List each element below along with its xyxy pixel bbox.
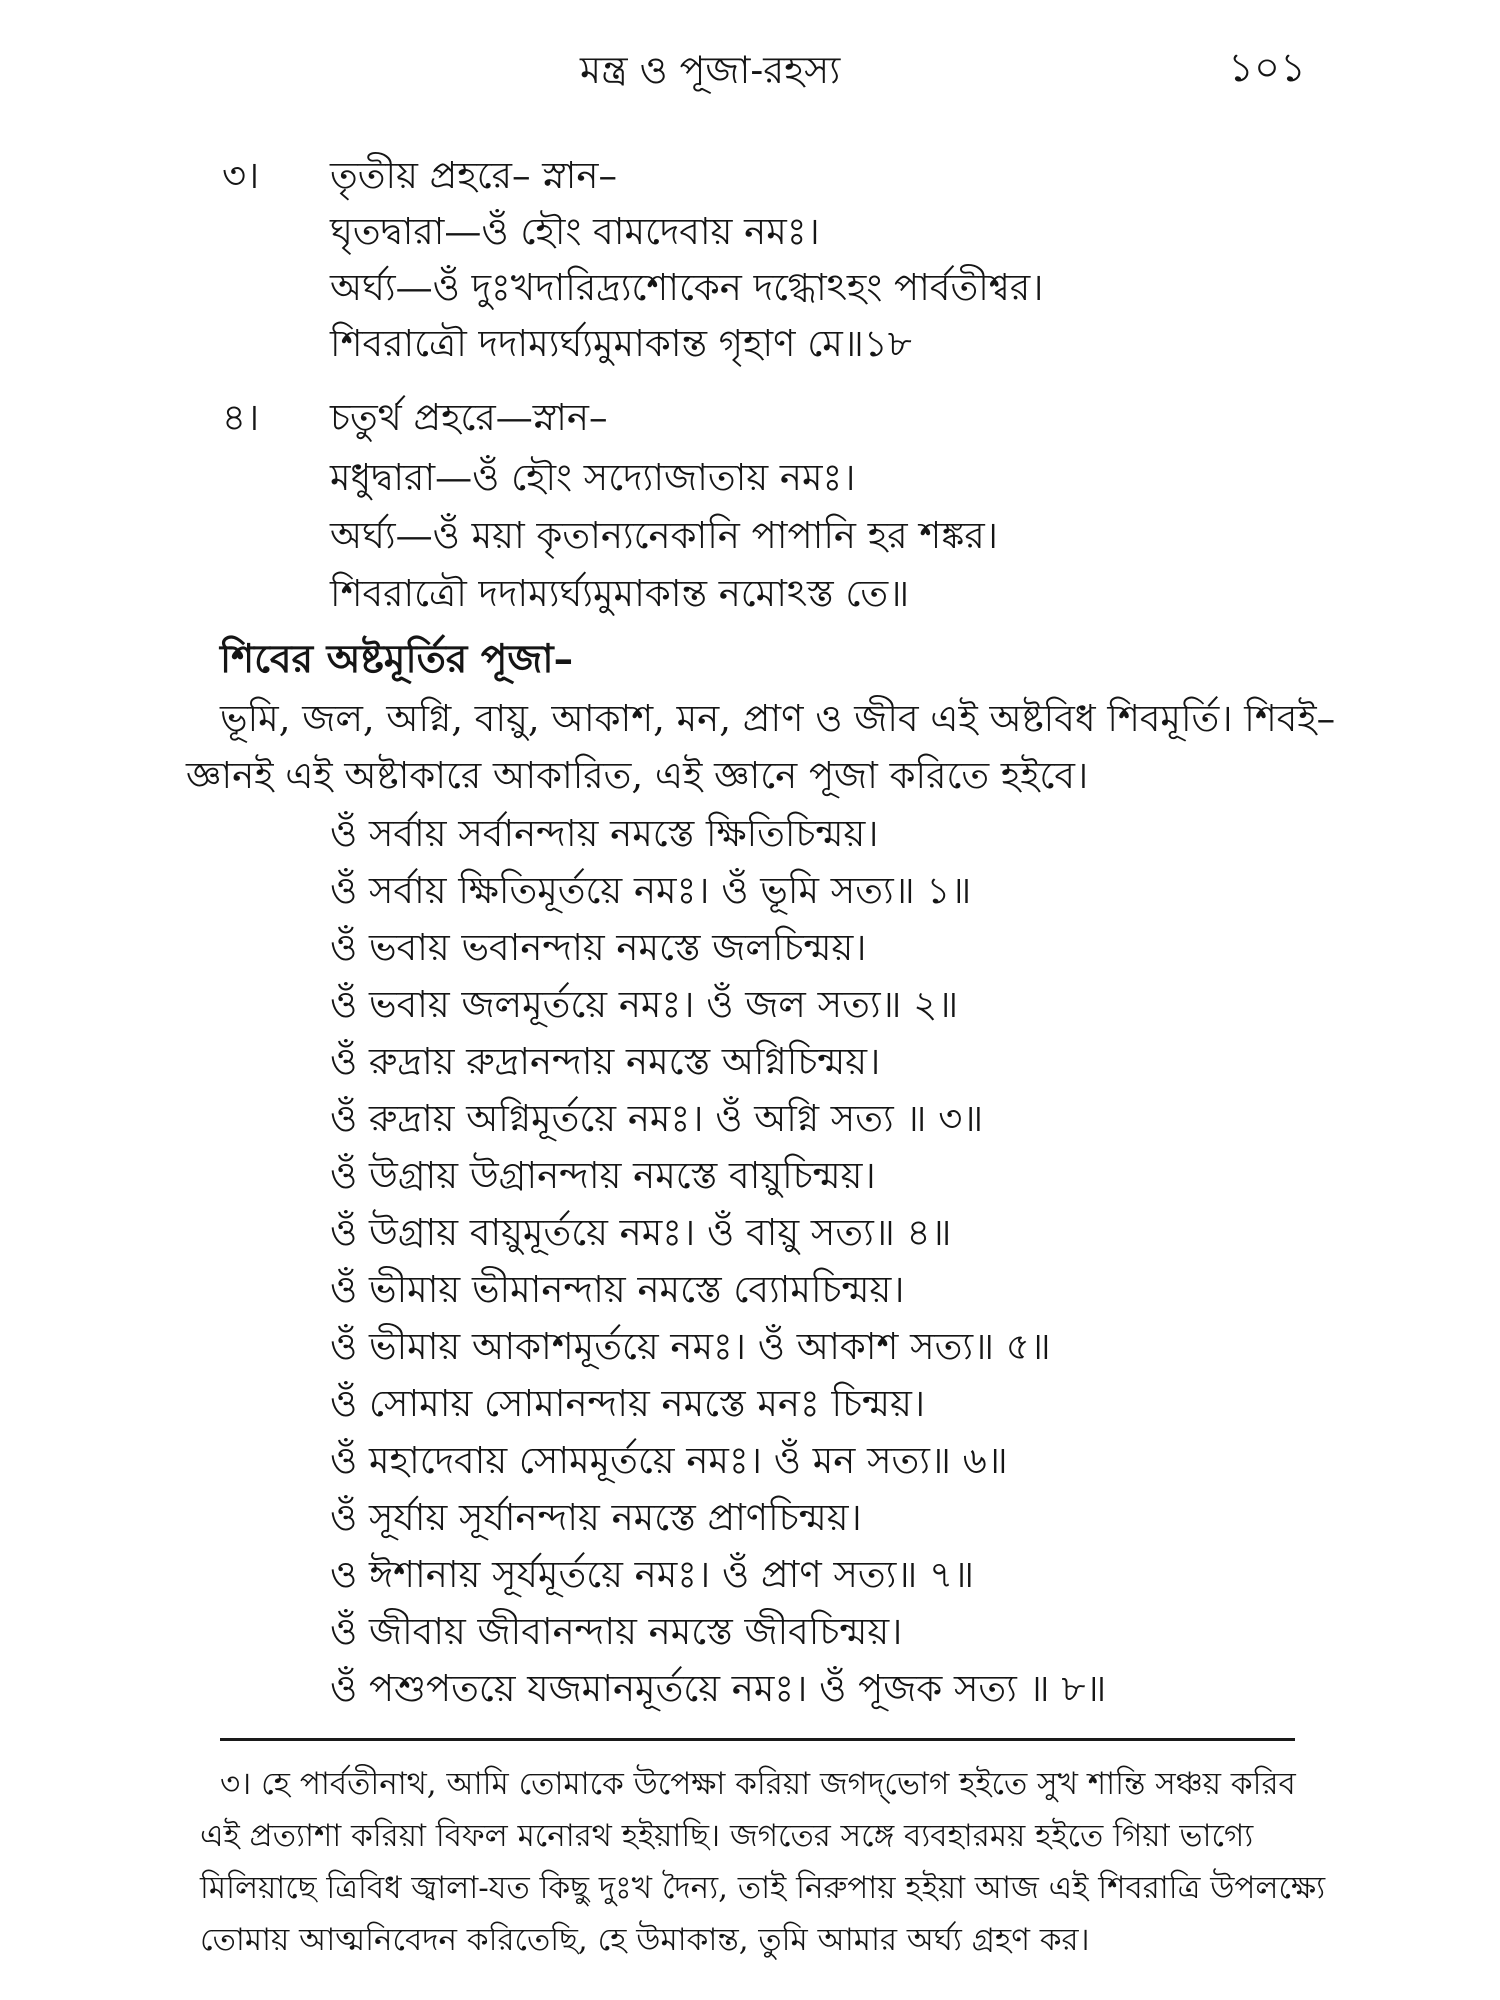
footnote-line: মিলিয়াছে ত্রিবিধ জ্বালা-যত কিছু দুঃখ দৈন্য, তাই নিরুপায় হইয়া আজ এই শিবরাত্রি উপলক্ষ্যে <box>200 1870 1326 1906</box>
mantra-line: ওঁ রুদ্রায় রুদ্রানন্দায় নমস্তে অগ্নিচিন্ময়। <box>330 1040 881 1083</box>
section-heading: শিবের অষ্টমূর্তির পূজা– <box>220 636 574 682</box>
mantra-line: ওঁ ভবায় ভবানন্দায় নমস্তে জলচিন্ময়। <box>330 926 867 969</box>
item-line: মধুদ্বারা—ওঁ হৌং সদ্যোজাতায় নমঃ। <box>330 456 856 499</box>
footnote-line: ৩। হে পার্বতীনাথ, আমি তোমাকে উপেক্ষা করিয়া জগদ্‌ভোগ হইতে সুখ শান্তি সঞ্চয় করিব <box>220 1766 1296 1802</box>
mantra-line: ওঁ রুদ্রায় অগ্নিমূর্তয়ে নমঃ। ওঁ অগ্নি সত্য ॥ ৩॥ <box>330 1097 984 1140</box>
footnote-line: এই প্রত্যাশা করিয়া বিফল মনোরথ হইয়াছি। জগতের সঙ্গে ব্যবহারময় হইতে গিয়া ভাগ্যে <box>200 1818 1254 1854</box>
mantra-line: ওঁ ভবায় জলমূর্তয়ে নমঃ। ওঁ জল সত্য॥ ২॥ <box>330 983 959 1026</box>
item-line: তৃতীয় প্রহরে– স্নান– <box>330 154 617 197</box>
paragraph-line: ভূমি, জল, অগ্নি, বায়ু, আকাশ, মন, প্রাণ ও জীব এই অষ্টবিধ শিবমূর্তি। শিবই– <box>220 697 1336 740</box>
item-line: অর্ঘ্য—ওঁ দুঃখদারিদ্র্যশোকেন দগ্ধোঽহং পার্বতীশ্বর। <box>330 266 1044 309</box>
item-line: ঘৃতদ্বারা—ওঁ হৌং বামদেবায় নমঃ। <box>330 210 820 253</box>
footnote-line: তোমায় আত্মনিবেদন করিতেছি, হে উমাকান্ত, তুমি আমার অর্ঘ্য গ্রহণ কর। <box>200 1922 1090 1958</box>
mantra-line: ওঁ ভীমায় আকাশমূর্তয়ে নমঃ। ওঁ আকাশ সত্য॥ ৫॥ <box>330 1325 1051 1368</box>
item-line: শিবরাত্রৌ দদাম্যর্ঘ্যমুমাকান্ত নমোঽস্ত তে॥ <box>330 572 910 615</box>
mantra-line: ওঁ উগ্রায় উগ্রানন্দায় নমস্তে বায়ুচিন্ময়। <box>330 1154 876 1197</box>
page-number: ১০১ <box>1228 45 1306 91</box>
item-number: ৪। <box>222 396 260 439</box>
footnote-rule <box>220 1738 1295 1741</box>
item-number: ৩। <box>222 154 260 197</box>
mantra-line: ওঁ উগ্রায় বায়ুমূর্তয়ে নমঃ। ওঁ বায়ু সত্য॥ ৪॥ <box>330 1211 952 1254</box>
mantra-line: ওঁ ভীমায় ভীমানন্দায় নমস্তে ব্যোমচিন্ময়। <box>330 1268 905 1311</box>
mantra-line: ওঁ সর্বায় ক্ষিতিমূর্তয়ে নমঃ। ওঁ ভূমি সত্য॥ ১॥ <box>330 869 972 912</box>
mantra-line: ওঁ পশুপতয়ে যজমানমূর্তয়ে নমঃ। ওঁ পূজক সত্য ॥ ৮॥ <box>330 1667 1107 1710</box>
item-line: অর্ঘ্য—ওঁ ময়া কৃতান্যনেকানি পাপানি হর শঙ্কর। <box>330 514 998 557</box>
mantra-line: ওঁ মহাদেবায় সোমমূর্তয়ে নমঃ। ওঁ মন সত্য॥ ৬॥ <box>330 1439 1008 1482</box>
mantra-line: ওঁ সূর্যায় সূর্যানন্দায় নমস্তে প্রাণচিন্ময়। <box>330 1496 862 1539</box>
item-line: চতুর্থ প্রহরে—স্নান– <box>330 396 608 439</box>
mantra-line: ওঁ সর্বায় সর্বানন্দায় নমস্তে ক্ষিতিচিন্ময়। <box>330 812 879 855</box>
paragraph-line: জ্ঞানই এই অষ্টাকারে আকারিত, এই জ্ঞানে পূজা করিতে হইবে। <box>186 754 1089 797</box>
running-title: মন্ত্র ও পূজা-রহস্য <box>580 48 841 92</box>
mantra-line: ও ঈশানায় সূর্যমূর্তয়ে নমঃ। ওঁ প্রাণ সত্য॥ ৭॥ <box>330 1553 975 1596</box>
mantra-line: ওঁ জীবায় জীবানন্দায় নমস্তে জীবচিন্ময়। <box>330 1610 903 1653</box>
mantra-line: ওঁ সোমায় সোমানন্দায় নমস্তে মনঃ চিন্ময়। <box>330 1382 926 1425</box>
item-line: শিবরাত্রৌ দদাম্যর্ঘ্যমুমাকান্ত গৃহাণ মে॥১৮ <box>330 322 912 365</box>
